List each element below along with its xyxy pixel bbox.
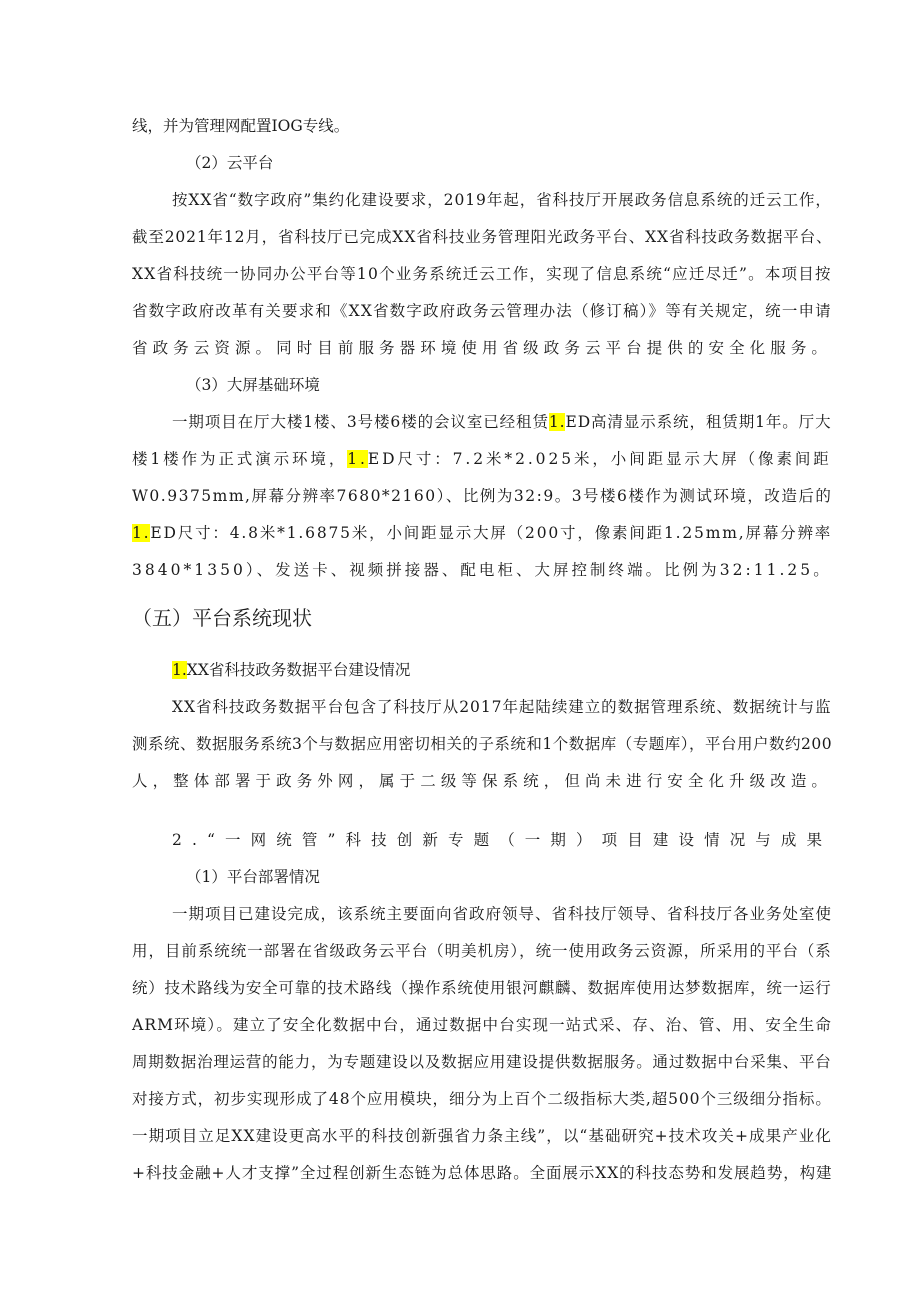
subheading-screen-environment: （3）大屏基础环境 [186,376,320,394]
subheading-cloud-platform: （2）云平台 [186,154,274,172]
text-line-21: 用，目前系统统一部署在省级政务云平台（明美机房），统一使用政务云资源，所采用的平台（系 [132,942,832,960]
text-segment: 一期项目在厅大楼1楼、3号楼6楼的会议室已经租赁 [172,413,549,431]
text-segment: XX省科技政务数据平台建设情况 [186,661,411,679]
section-heading: （五）平台系统现状 [132,606,312,630]
text-line-3: 按XX省“数字政府”集约化建设要求，2019年起，省科技厅开展政务信息系统的迁云工作， [172,191,832,209]
text-line-6: 省数字政府改革有关要求和《XX省数字政府政务云管理办法（修订稿）》等有关规定，统一申请 [132,302,832,320]
text-line-15: XX省科技政务数据平台包含了科技厅从2017年起陆续建立的数据管理系统、数据统计与监 [172,698,832,716]
text-line-10 [132,449,832,469]
text-line-11: W0.9375mm,屏幕分辨率7680*2160）、比例为32:9。3号楼6楼作为测试环境，改造后的 [132,487,833,505]
subheading-deployment: （1）平台部署情况 [186,868,320,886]
text-line-27: +科技金融+人才支撑”全过程创新生态链为总体思路。全面展示XX的科技态势和发展趋势，构建 [132,1164,833,1182]
text-line-20: 一期项目已建设完成，该系统主要面向省政府领导、省科技厅领导、省科技厅各业务处室使 [172,905,833,923]
text-line-26: 一期项目立足XX建设更高水平的科技创新强省力条主线”，以“基础研究+技术攻关+成果产业化 [132,1127,832,1145]
text-line-22: 统）技术路线为安全可靠的技术路线（操作系统使用银河麒麟、数据库使用达梦数据库，统一运行 [132,979,832,997]
text-segment: ED尺寸：7.2米*2.025米，小间距显示大屏（像素间距 [367,450,832,468]
text-line-24: 周期数据治理运营的能力，为专题建设以及数据应用建设提供数据服务。通过数据中台采集、平台 [132,1053,832,1071]
text-segment: ED高清显示系统，租赁期1年。厅大 [565,413,832,431]
subheading-project-status: 2.“一网统管”科技创新专题（一期）项目建设情况与成果 [172,831,833,849]
subheading-data-platform [172,660,410,680]
text-segment: ED尺寸：4.8米*1.6875米，小间距显示大屏（200寸，像素间距1.25mm,屏幕分辨率 [150,524,833,542]
text-line-17: 人，整体部署于政务外网，属于二级等保系统，但尚未进行安全化升级改造。 [132,772,833,790]
highlighted-text: 1. [172,661,187,679]
text-line-1: 线，并为管理网配置IOG专线。 [132,117,350,135]
text-line-12 [132,523,832,543]
highlighted-text: 1. [548,413,566,431]
text-line-4: 截至2021年12月，省科技厅已完成XX省科技业务管理阳光政务平台、XX省科技政务数据平台、 [132,228,833,246]
text-line-13: 3840*1350）、发送卡、视频拼接器、配电柜、大屏控制终端。比例为32:11.25。 [132,561,832,579]
text-line-9 [172,412,832,432]
highlighted-text: 1. [132,524,151,542]
text-line-7: 省政务云资源。同时目前服务器环境使用省级政务云平台提供的安全化服务。 [132,339,833,357]
text-line-16: 测系统、数据服务系统3个与数据应用密切相关的子系统和1个数据库（专题库），平台用户数约200 [132,735,833,753]
highlighted-text: 1. [347,450,368,468]
text-line-25: 对接方式，初步实现形成了48个应用模块，细分为上百个二级指标大类,超500个三级细分指标。 [132,1090,832,1108]
text-line-23: ARM环境）。建立了安全化数据中台，通过数据中台实现一站式采、存、治、管、用、安全生命 [132,1016,832,1034]
text-segment: 楼1楼作为正式演示环境， [132,450,348,468]
text-line-5: XX省科技统一协同办公平台等10个业务系统迁云工作，实现了信息系统“应迁尽迁”。本项目按 [132,265,832,283]
